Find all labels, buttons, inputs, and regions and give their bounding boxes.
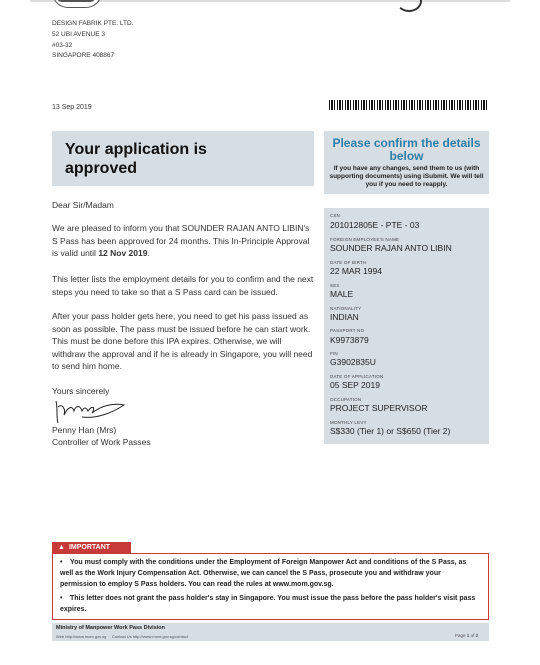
web-link[interactable]: http://www.mom.gov.sg [65,634,107,639]
letter-date: 13 Sep 2019 [52,104,92,111]
validity-date: 12 Nov 2019 [98,248,148,258]
signature-mark-fragment [396,0,422,12]
nationality-value: INDIAN [330,312,359,322]
levy-label: MONTHLY LEVY [330,420,367,425]
signer-title: Controller of Work Passes [52,437,151,447]
handwritten-signature [52,395,132,425]
page-top-edge [30,0,510,2]
sender-city: SINGAPORE 408867 [52,52,115,59]
approval-end: . [147,248,150,258]
footer-division: Ministry of Manpower Work Pass Division [56,625,166,631]
important-item-2-text: This letter does not grant the pass holder's stay in Singapore. You must issue the pass before the pass holder's visit pass expires. [60,595,476,613]
levy-value: S$330 (Tier 1) or S$650 (Tier 2) [330,426,451,436]
salutation: Dear Sir/Madam [52,200,114,210]
sender-company: DESIGN FABRIK PTE. LTD. [52,20,134,27]
page-indicator [455,633,478,638]
nationality-label: NATIONALITY [330,306,362,311]
footer-links [56,634,188,639]
employee-name-label: FOREIGN EMPLOYEE'S NAME [330,237,400,242]
crest-logo-band [56,0,96,2]
application-date-label: DATE OF APPLICATION [330,374,384,379]
occupation-value: PROJECT SUPERVISOR [330,403,428,413]
sex-value: MALE [330,289,354,299]
fin-value: G3902835U [330,357,376,367]
closing: Yours sincerely [52,386,110,396]
page-total: 2 [475,633,479,638]
important-item-1 [60,557,480,590]
barcode [329,100,489,110]
application-date-value: 05 SEP 2019 [330,380,380,390]
occupation-label: OCCUPATION [330,397,362,402]
contact-link[interactable]: http://www.mom.gov.sg/contact [132,634,188,639]
warning-icon: ▲ [58,544,65,551]
bullet-icon: • [60,559,63,566]
details-paragraph: This letter lists the employment details for you to confirm and the next steps you need to take so that a S Pass card can be issued. [52,274,314,297]
important-item-2 [60,593,480,615]
employee-name-value: SOUNDER RAJAN ANTO LIBIN [330,243,452,253]
web-label: Web [56,634,65,639]
approval-paragraph [52,222,316,260]
passport-value: K9973879 [330,335,369,345]
dob-value: 22 MAR 1994 [330,266,382,276]
confirm-heading: Please confirm the details below [332,136,481,163]
page-number: 1 [466,633,470,638]
approved-heading: Your application is approved [65,141,207,177]
sex-label: SEX [330,283,340,288]
csn-label: CSN [330,213,341,218]
fin-label: FIN [330,351,338,356]
confirm-note: If you have any changes, send them to us (with supporting documents) using iSubmit. We will tell you if you need to reapply. [329,165,484,188]
important-label: IMPORTANT [68,544,111,551]
page-of: of [470,633,475,638]
sender-unit: #03-32 [52,42,73,49]
important-item-1-text: You must comply with the conditions under the Employment of Foreign Manpower Act and conditions of the S Pass, as well as the Work Injury Compensation Act. Otherwise, we can cancel the S Pass, prosecute you and withdraw your permission to employ S Pass holders. You can read the rules at www.mom.gov.sg. [60,559,467,588]
sender-street: 52 UBI AVENUE 3 [52,31,105,38]
page-prefix: Page [455,633,466,638]
approval-text: We are pleased to inform you that SOUNDER RAJAN ANTO LIBIN's S Pass has been approved for 24 months. This In-Principle Approval is valid until [52,223,310,258]
signer-name: Penny Han (Mrs) [52,425,117,435]
contact-label: Contact Us [111,634,132,639]
bullet-icon: • [60,595,63,602]
dob-label: DATE OF BIRTH [330,260,367,265]
next-steps-paragraph: After your pass holder gets here, you need to get his pass issued as soon as possible. The pass must be issued before he can start work. This must be done before this IPA expires. Otherwise, we will withdraw the approval and if he is already in Singapore, you will need to send him home. [52,311,313,371]
csn-value: 201012805E - PTE - 03 [330,220,420,230]
important-tag [52,542,131,553]
passport-label: PASSPORT NO [330,328,365,333]
